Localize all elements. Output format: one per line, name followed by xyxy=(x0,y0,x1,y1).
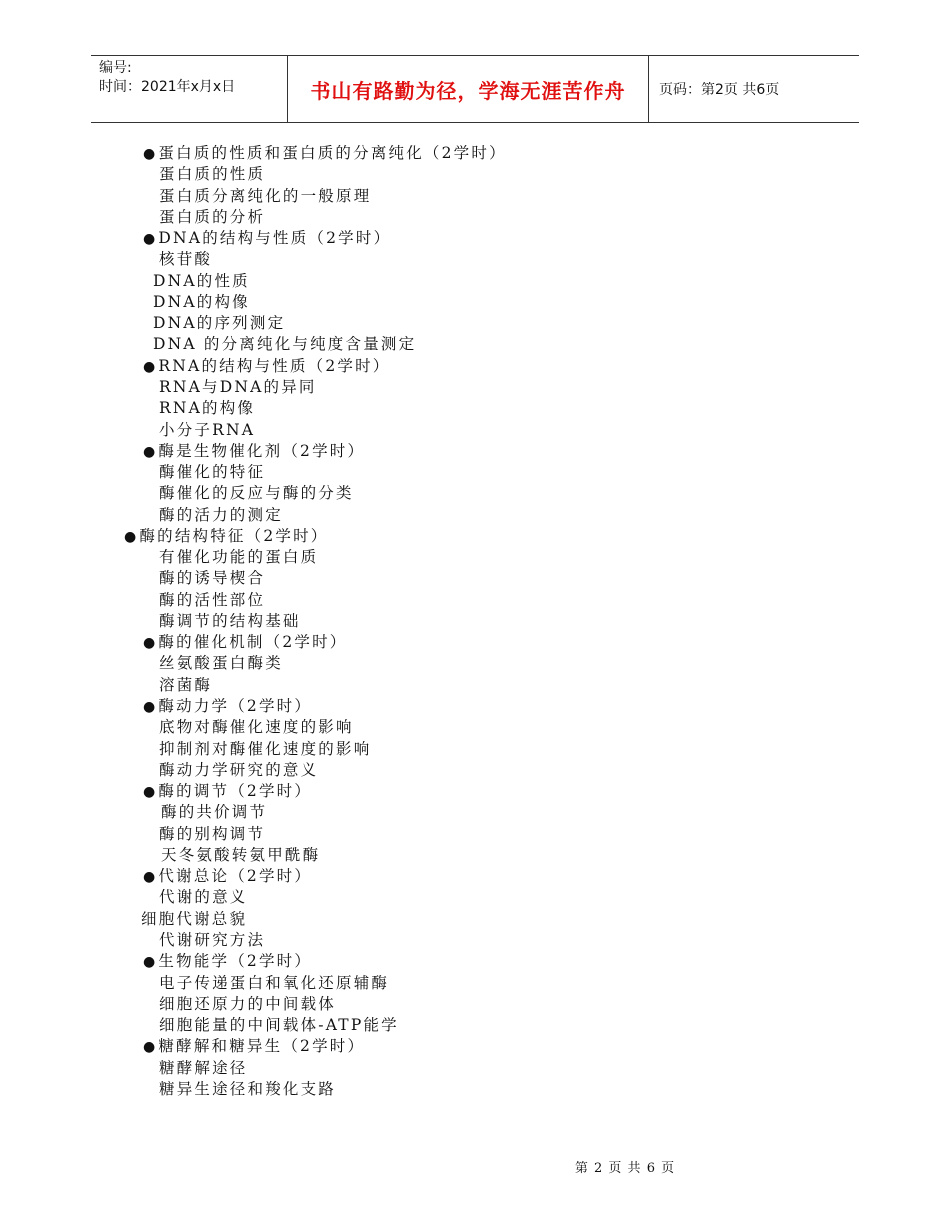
outline-text: 蛋白质的性质和蛋白质的分离纯化（2学时） xyxy=(158,144,507,162)
bullet-icon: ● xyxy=(143,699,158,716)
outline-text: 代谢的意义 xyxy=(159,888,248,907)
outline-subitem xyxy=(141,909,247,930)
outline-text: 酶动力学（2学时） xyxy=(158,697,313,716)
outline-subitem xyxy=(159,462,265,483)
bullet-icon: ● xyxy=(143,358,158,375)
outline-subitem xyxy=(159,611,301,632)
outline-subitem xyxy=(159,930,265,951)
outline-section-title xyxy=(143,696,312,718)
outline-text: 酶的共价调节 xyxy=(161,803,268,822)
outline-section-title xyxy=(143,866,312,888)
outline-text: 酶是生物催化剂（2学时） xyxy=(158,441,366,460)
bullet-icon: ● xyxy=(143,784,158,801)
page-footer: 第 2 页 共 6 页 xyxy=(574,1161,676,1176)
outline-subitem xyxy=(161,845,320,866)
outline-text: 小分子RNA xyxy=(159,420,256,439)
outline-subitem xyxy=(159,739,371,760)
outline-subitem xyxy=(159,717,354,738)
outline-subitem xyxy=(153,313,285,334)
outline-text: 蛋白质的分析 xyxy=(159,207,266,226)
bullet-icon: ● xyxy=(143,954,158,971)
outline-text: 代谢研究方法 xyxy=(159,930,266,949)
outline-subitem xyxy=(159,547,318,568)
outline-text: 酶催化的反应与酶的分类 xyxy=(159,484,354,503)
motto-text: 书山有路勤为径，学海无涯苦作舟 xyxy=(310,78,626,103)
outline-subitem xyxy=(159,207,265,228)
outline-subitem xyxy=(159,887,248,908)
time-label: 时间：2021年x月x日 xyxy=(99,79,236,95)
outline-subitem xyxy=(159,973,389,994)
outline-text: 酶动力学研究的意义 xyxy=(159,760,319,779)
outline-subitem xyxy=(159,186,371,207)
outline-subitem xyxy=(159,824,265,845)
outline-text: RNA的结构与性质（2学时） xyxy=(158,356,391,375)
header-left-cell xyxy=(91,56,287,122)
outline-text: 抑制剂对酶催化速度的影响 xyxy=(159,739,372,758)
outline-text: RNA的构像 xyxy=(159,399,256,418)
outline-section-title xyxy=(143,356,391,378)
outline-text: 糖酵解途径 xyxy=(159,1058,248,1077)
outline-text: 溶菌酶 xyxy=(159,675,213,694)
header-motto-cell xyxy=(287,56,649,122)
outline-text: 底物对酶催化速度的影响 xyxy=(159,718,354,737)
outline-text: 酶调节的结构基础 xyxy=(159,611,301,630)
outline-text: 酶的活性部位 xyxy=(159,590,266,609)
outline-subitem xyxy=(159,164,265,185)
outline-subitem xyxy=(153,334,416,355)
outline-subitem xyxy=(159,483,354,504)
page-header xyxy=(91,55,859,123)
outline-section-title xyxy=(143,228,391,250)
outline-text: 细胞能量的中间载体-ATP能学 xyxy=(159,1016,399,1035)
outline-text: 有催化功能的蛋白质 xyxy=(159,548,319,567)
outline-section-title xyxy=(143,781,312,803)
outline-text: 细胞代谢总貌 xyxy=(141,909,248,928)
outline-text: 酶的诱导楔合 xyxy=(159,569,266,588)
outline-subitem xyxy=(161,802,267,823)
outline-text: DNA的构像 xyxy=(153,292,250,311)
outline-text: 糖酵解和糖异生（2学时） xyxy=(158,1037,366,1056)
outline-subitem xyxy=(153,271,250,292)
bullet-icon: ● xyxy=(143,1039,158,1056)
outline-section-title xyxy=(143,632,347,654)
outline-subitem xyxy=(159,377,317,398)
outline-subitem xyxy=(159,653,283,674)
outline-section-title xyxy=(143,143,507,165)
outline-text: DNA的结构与性质（2学时） xyxy=(158,229,392,248)
outline-section-title xyxy=(143,1036,365,1058)
outline-text: 蛋白质的性质 xyxy=(159,165,266,184)
outline-section-title xyxy=(143,951,312,973)
outline-subitem xyxy=(159,398,255,419)
outline-text: 酶的催化机制（2学时） xyxy=(158,633,348,652)
outline-text: 酶的活力的测定 xyxy=(159,505,283,524)
outline-section-title xyxy=(143,441,365,463)
bullet-icon: ● xyxy=(124,528,139,545)
outline-text: 酶催化的特征 xyxy=(159,463,266,482)
outline-text: 糖异生途径和羧化支路 xyxy=(159,1079,337,1098)
outline-subitem xyxy=(159,760,318,781)
outline-text: DNA的性质 xyxy=(153,271,250,290)
outline-subitem xyxy=(159,1015,399,1036)
outline-text: 代谢总论（2学时） xyxy=(158,867,313,886)
outline-subitem xyxy=(159,590,265,611)
outline-text: RNA与DNA的异同 xyxy=(159,377,317,396)
outline-text: 生物能学（2学时） xyxy=(158,952,313,971)
outline-text: 核苷酸 xyxy=(159,250,213,269)
page-info: 页码：第2页 共6页 xyxy=(659,82,780,98)
outline-subitem xyxy=(153,292,250,313)
outline-subitem xyxy=(159,420,255,441)
outline-subitem xyxy=(159,994,336,1015)
outline-text: 丝氨酸蛋白酶类 xyxy=(159,654,283,673)
outline-subitem xyxy=(159,505,283,526)
outline-text: 蛋白质分离纯化的一般原理 xyxy=(159,186,372,205)
outline-text: 天冬氨酸转氨甲酰酶 xyxy=(161,845,321,864)
outline-text: 酶的别构调节 xyxy=(159,824,266,843)
bullet-icon: ● xyxy=(143,443,158,460)
outline-text: DNA的序列测定 xyxy=(153,314,286,333)
outline-section-title xyxy=(124,526,328,548)
header-page-info-cell xyxy=(649,56,859,122)
outline-text: 酶的调节（2学时） xyxy=(158,782,313,801)
bullet-icon: ● xyxy=(143,231,158,248)
bullet-icon: ● xyxy=(143,869,158,886)
outline-text: 电子传递蛋白和氧化还原辅酶 xyxy=(159,973,390,992)
outline-text: 细胞还原力的中间载体 xyxy=(159,994,337,1013)
outline-text: DNA 的分离纯化与纯度含量测定 xyxy=(153,335,417,354)
outline-subitem xyxy=(159,568,265,589)
number-label: 编号: xyxy=(99,60,132,76)
outline-subitem xyxy=(159,675,212,696)
outline-subitem xyxy=(159,1079,336,1100)
outline-subitem xyxy=(159,249,212,270)
outline-subitem xyxy=(159,1058,248,1079)
bullet-icon: ● xyxy=(143,146,158,162)
outline-text: 酶的结构特征（2学时） xyxy=(139,526,329,545)
bullet-icon: ● xyxy=(143,635,158,652)
